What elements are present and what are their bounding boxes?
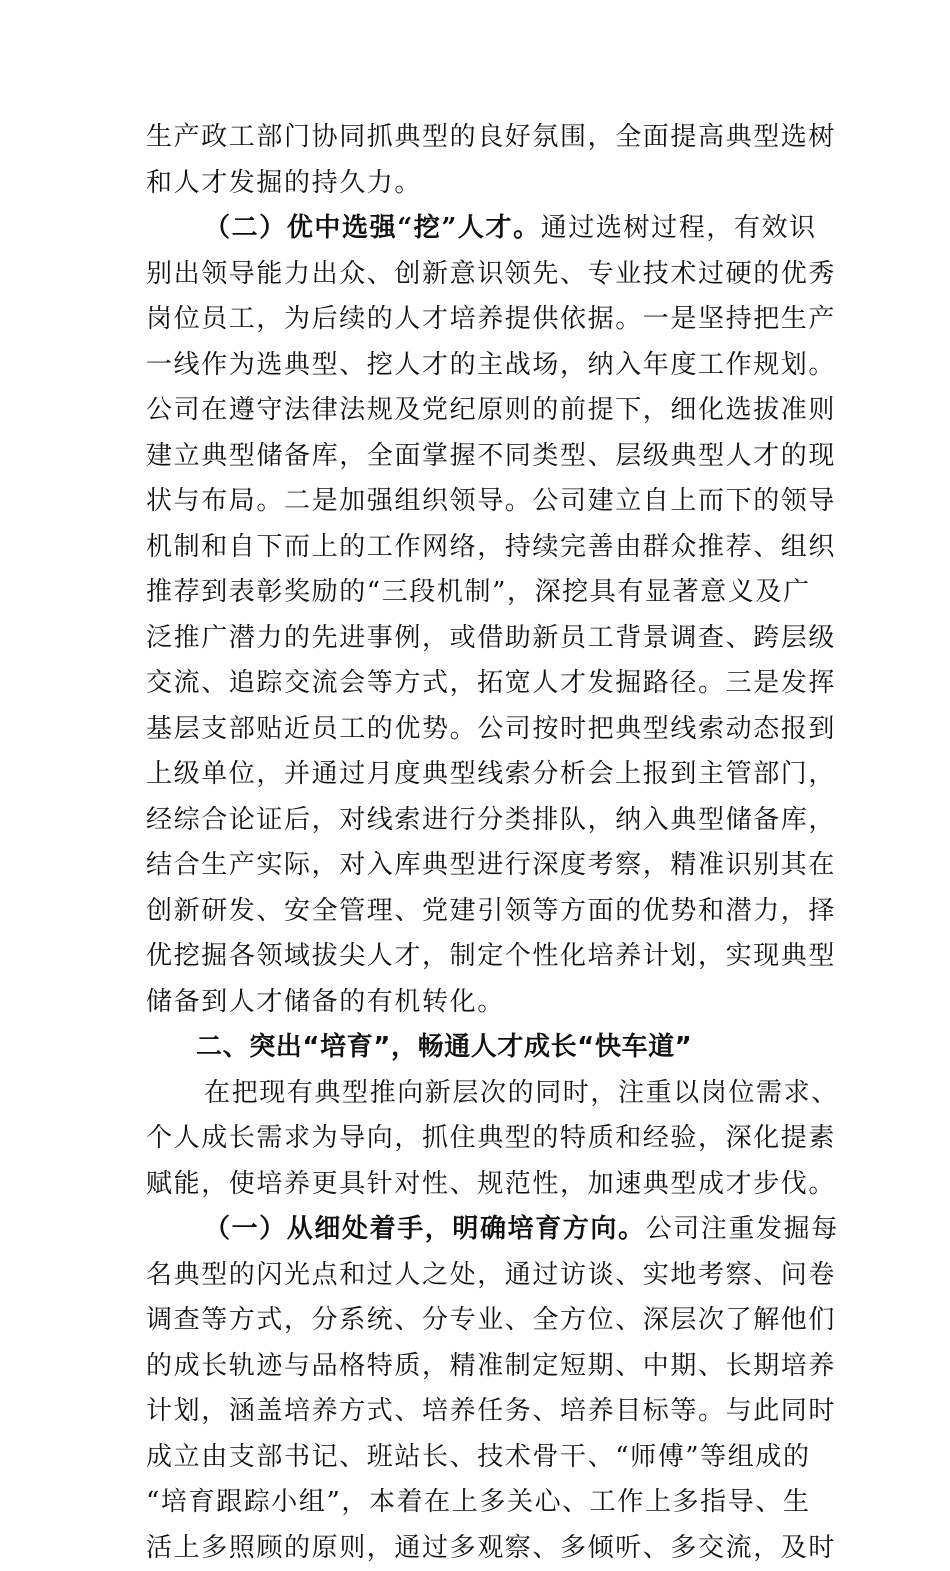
line-text: 岗位员工，为后续的人才培养提供依据。一是坚持把生产	[146, 304, 836, 334]
text-line	[146, 297, 806, 343]
line-text: 状与布局。二是加强组织领导。公司建立自上而下的领导	[146, 486, 836, 516]
subsection-title: （二）优中选强“挖”人才。	[204, 213, 541, 243]
line-text: 活上多照顾的原则，通过多观察、多倾听、多交流，及时	[146, 1533, 836, 1563]
line-text: 公司在遵守法律法规及党纪原则的前提下，细化选拔准则	[146, 395, 836, 425]
line-text: 个人成长需求为导向，抓住典型的特质和经验，深化提素	[146, 1123, 836, 1153]
text-line	[146, 1162, 806, 1208]
text-line	[146, 1207, 806, 1253]
line-text: 建立典型储备库，全面掌握不同类型、层级典型人才的现	[146, 441, 836, 471]
text-line	[146, 115, 806, 161]
text-line	[146, 980, 806, 1026]
line-text: 在把现有典型推向新层次的同时，注重以岗位需求、	[204, 1078, 839, 1108]
text-line	[146, 798, 806, 844]
line-text: 生产政工部门协同抓典型的良好氛围，全面提高典型选树	[146, 122, 836, 152]
text-line	[146, 161, 806, 207]
text-line	[146, 206, 806, 252]
line-text: 调查等方式，分系统、分专业、全方位、深层次了解他们	[146, 1305, 836, 1335]
line-text: 机制和自下而上的工作网络，持续完善由群众推荐、组织	[146, 532, 836, 562]
line-text: 通过选树过程，有效识	[541, 213, 817, 243]
text-line	[146, 1298, 806, 1344]
text-line	[146, 1253, 806, 1299]
line-text: 经综合论证后，对线索进行分类排队，纳入典型储备库，	[146, 805, 836, 835]
line-text: “培育跟踪小组”，本着在上多关心、工作上多指导、生	[146, 1487, 811, 1517]
line-text: 和人才发掘的持久力。	[146, 168, 422, 198]
text-line	[146, 843, 806, 889]
line-text: 别出领导能力出众、创新意识领先、专业技术过硬的优秀	[146, 259, 836, 289]
text-line	[146, 525, 806, 571]
text-line	[146, 661, 806, 707]
document-body	[146, 115, 806, 1571]
subsection-title: （一）从细处着手，明确培育方向。	[204, 1214, 646, 1244]
text-line	[146, 752, 806, 798]
text-line	[146, 388, 806, 434]
line-text: 成立由支部书记、班站长、技术骨干、“师傅”等组成的	[146, 1442, 811, 1472]
text-line	[146, 1389, 806, 1435]
line-text: 上级单位，并通过月度典型线索分析会上报到主管部门，	[146, 759, 836, 789]
line-text: 名典型的闪光点和过人之处，通过访谈、实地考察、问卷	[146, 1260, 836, 1290]
line-text: 的成长轨迹与品格特质，精准制定短期、中期、长期培养	[146, 1351, 836, 1381]
text-line	[146, 570, 806, 616]
text-line	[146, 1344, 806, 1390]
text-line	[146, 934, 806, 980]
line-text: 优挖掘各领域拔尖人才，制定个性化培养计划，实现典型	[146, 941, 836, 971]
line-text: 泛推广潜力的先进事例，或借助新员工背景调查、跨层级	[146, 623, 836, 653]
text-line	[146, 1480, 806, 1526]
line-text: 交流、追踪交流会等方式，拓宽人才发掘路径。三是发挥	[146, 668, 836, 698]
line-text: 一线作为选典型、挖人才的主战场，纳入年度工作规划。	[146, 350, 836, 380]
text-line	[146, 1071, 806, 1117]
text-line	[146, 1526, 806, 1571]
text-line	[146, 434, 806, 480]
text-line	[146, 616, 806, 662]
line-text: 创新研发、安全管理、党建引领等方面的优势和潜力，择	[146, 896, 836, 926]
text-line	[146, 1116, 806, 1162]
line-text: 二、突出“培育”，畅通人才成长“快车道”	[196, 1032, 692, 1062]
line-text: 推荐到表彰奖励的“三段机制”，深挖具有显著意义及广	[146, 577, 811, 607]
text-line	[146, 1435, 806, 1481]
line-text: 储备到人才储备的有机转化。	[146, 987, 505, 1017]
text-line	[146, 252, 806, 298]
text-line	[146, 479, 806, 525]
section-heading	[146, 1025, 806, 1071]
line-text: 计划，涵盖培养方式、培养任务、培养目标等。与此同时	[146, 1396, 836, 1426]
text-line	[146, 889, 806, 935]
line-text: 赋能，使培养更具针对性、规范性，加速典型成才步伐。	[146, 1169, 836, 1199]
line-text: 基层支部贴近员工的优势。公司按时把典型线索动态报到	[146, 714, 836, 744]
line-text: 公司注重发掘每	[646, 1214, 839, 1244]
text-line	[146, 707, 806, 753]
line-text: 结合生产实际，对入库典型进行深度考察，精准识别其在	[146, 850, 836, 880]
text-line	[146, 343, 806, 389]
